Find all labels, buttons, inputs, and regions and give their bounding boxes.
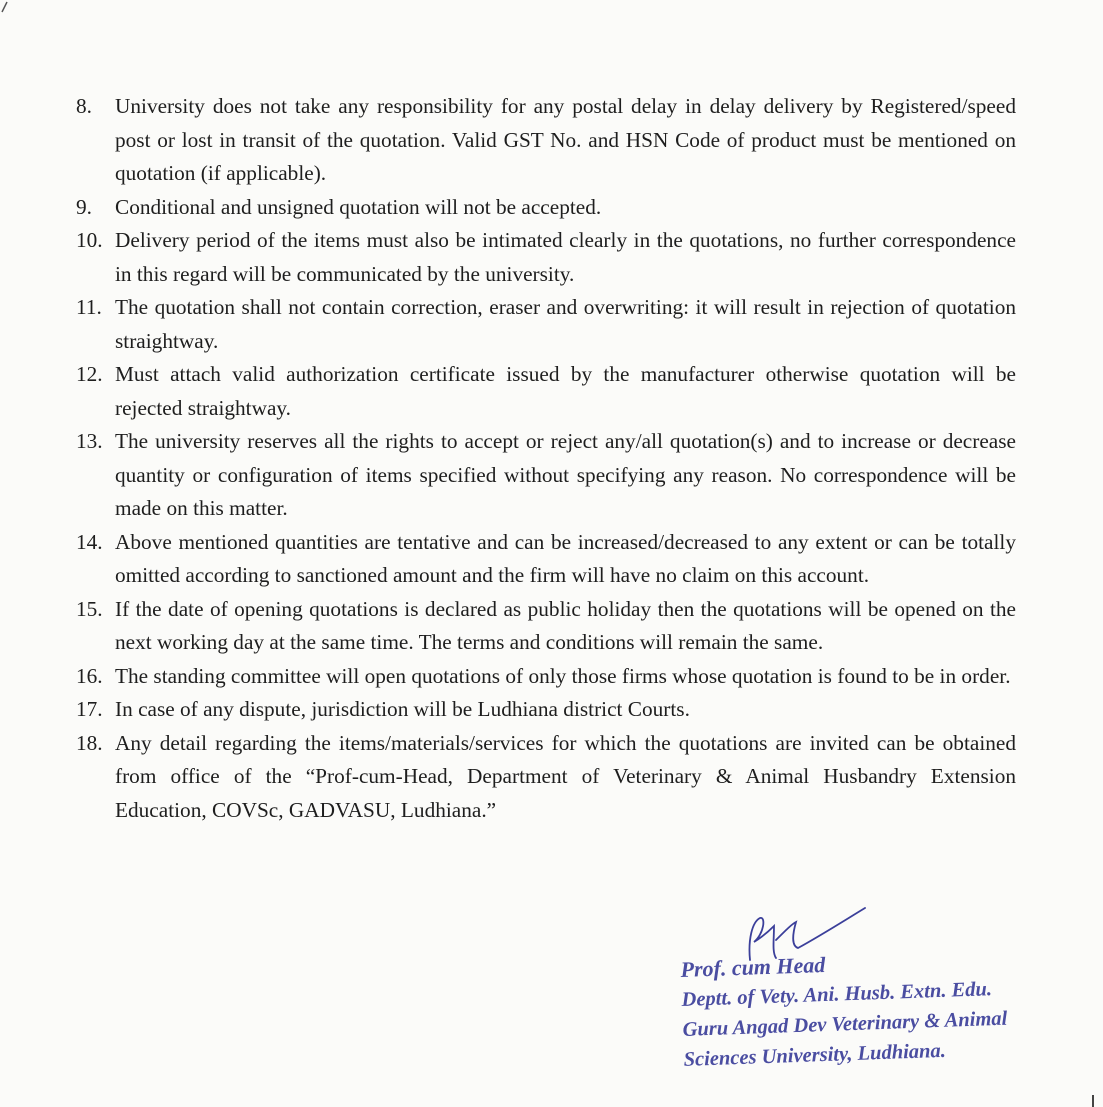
term-item [76, 358, 1016, 425]
terms-list [76, 90, 1016, 827]
term-item [76, 693, 1016, 727]
term-number: 12. [76, 362, 103, 386]
term-text: Above mentioned quantities are tentative and can be increased/decreased to any extent or can be totally omitted according to sanctioned amount and the firm will have no claim on this account. [115, 529, 1016, 587]
term-number: 10. [76, 228, 103, 252]
term-text: Any detail regarding the items/materials/services for which the quotations are invited can be obtained from office of the “Prof-cum-Head, Department of Veterinary & Animal Husbandry Extension Education, COVSc, GADVASU, Ludhiana.” [115, 730, 1016, 822]
term-item [76, 727, 1016, 828]
term-item [76, 224, 1016, 291]
term-text: The standing committee will open quotations of only those firms whose quotation is found to be in order. [115, 663, 1011, 688]
term-number: 18. [76, 730, 103, 755]
term-text: University does not take any responsibility for any postal delay in delay delivery by Registered/speed post or lost in transit of the quotation. Valid GST No. and HSN Code of product must be mentioned on quotation (if applicable). [115, 94, 1016, 185]
term-text: In case of any dispute, jurisdiction will be Ludhiana district Courts. [115, 697, 690, 721]
term-number: 14. [76, 529, 103, 554]
term-item [76, 526, 1016, 593]
term-text: Must attach valid authorization certificate issued by the manufacturer otherwise quotation will be rejected straightway. [115, 362, 1016, 420]
term-text: Conditional and unsigned quotation will not be accepted. [115, 194, 602, 219]
term-number: 9. [76, 194, 92, 219]
term-number: 16. [76, 663, 103, 688]
term-number: 15. [76, 596, 103, 621]
term-item [76, 593, 1016, 660]
term-number: 17. [76, 697, 103, 721]
stamp-department: Deptt. of Vety. Ani. Husb. Extn. Edu. [681, 978, 993, 1011]
corner-mark [0, 0, 14, 14]
term-item [76, 191, 1016, 225]
stamp-university-line2: Sciences University, Ludhiana. [683, 1039, 947, 1071]
stamp-designation: Prof. cum Head [680, 951, 826, 982]
term-text: If the date of opening quotations is declared as public holiday then the quotations will be opened on the next working day at the same time. The terms and conditions will remain the same. [115, 596, 1016, 654]
stamp-university-line1: Guru Angad Dev Veterinary & Animal [682, 1007, 1008, 1041]
term-number: 11. [76, 295, 102, 319]
term-item [76, 90, 1016, 191]
official-stamp [680, 942, 1064, 1075]
term-item [76, 291, 1016, 358]
term-number: 8. [76, 94, 92, 118]
term-text: Delivery period of the items must also be intimated clearly in the quotations, no further correspondence in this regard will be communicated by the university. [115, 228, 1016, 286]
term-text: The quotation shall not contain correction, eraser and overwriting: it will result in rejection of quotation straightway. [115, 295, 1016, 353]
term-number: 13. [76, 429, 103, 453]
term-item [76, 660, 1016, 694]
term-item [76, 425, 1016, 526]
term-text: The university reserves all the rights to accept or reject any/all quotation(s) and to increase or decrease quantity or configuration of items specified without specifying any reason. No correspondence will be made on this matter. [115, 429, 1016, 520]
edge-mark [1092, 1095, 1094, 1107]
